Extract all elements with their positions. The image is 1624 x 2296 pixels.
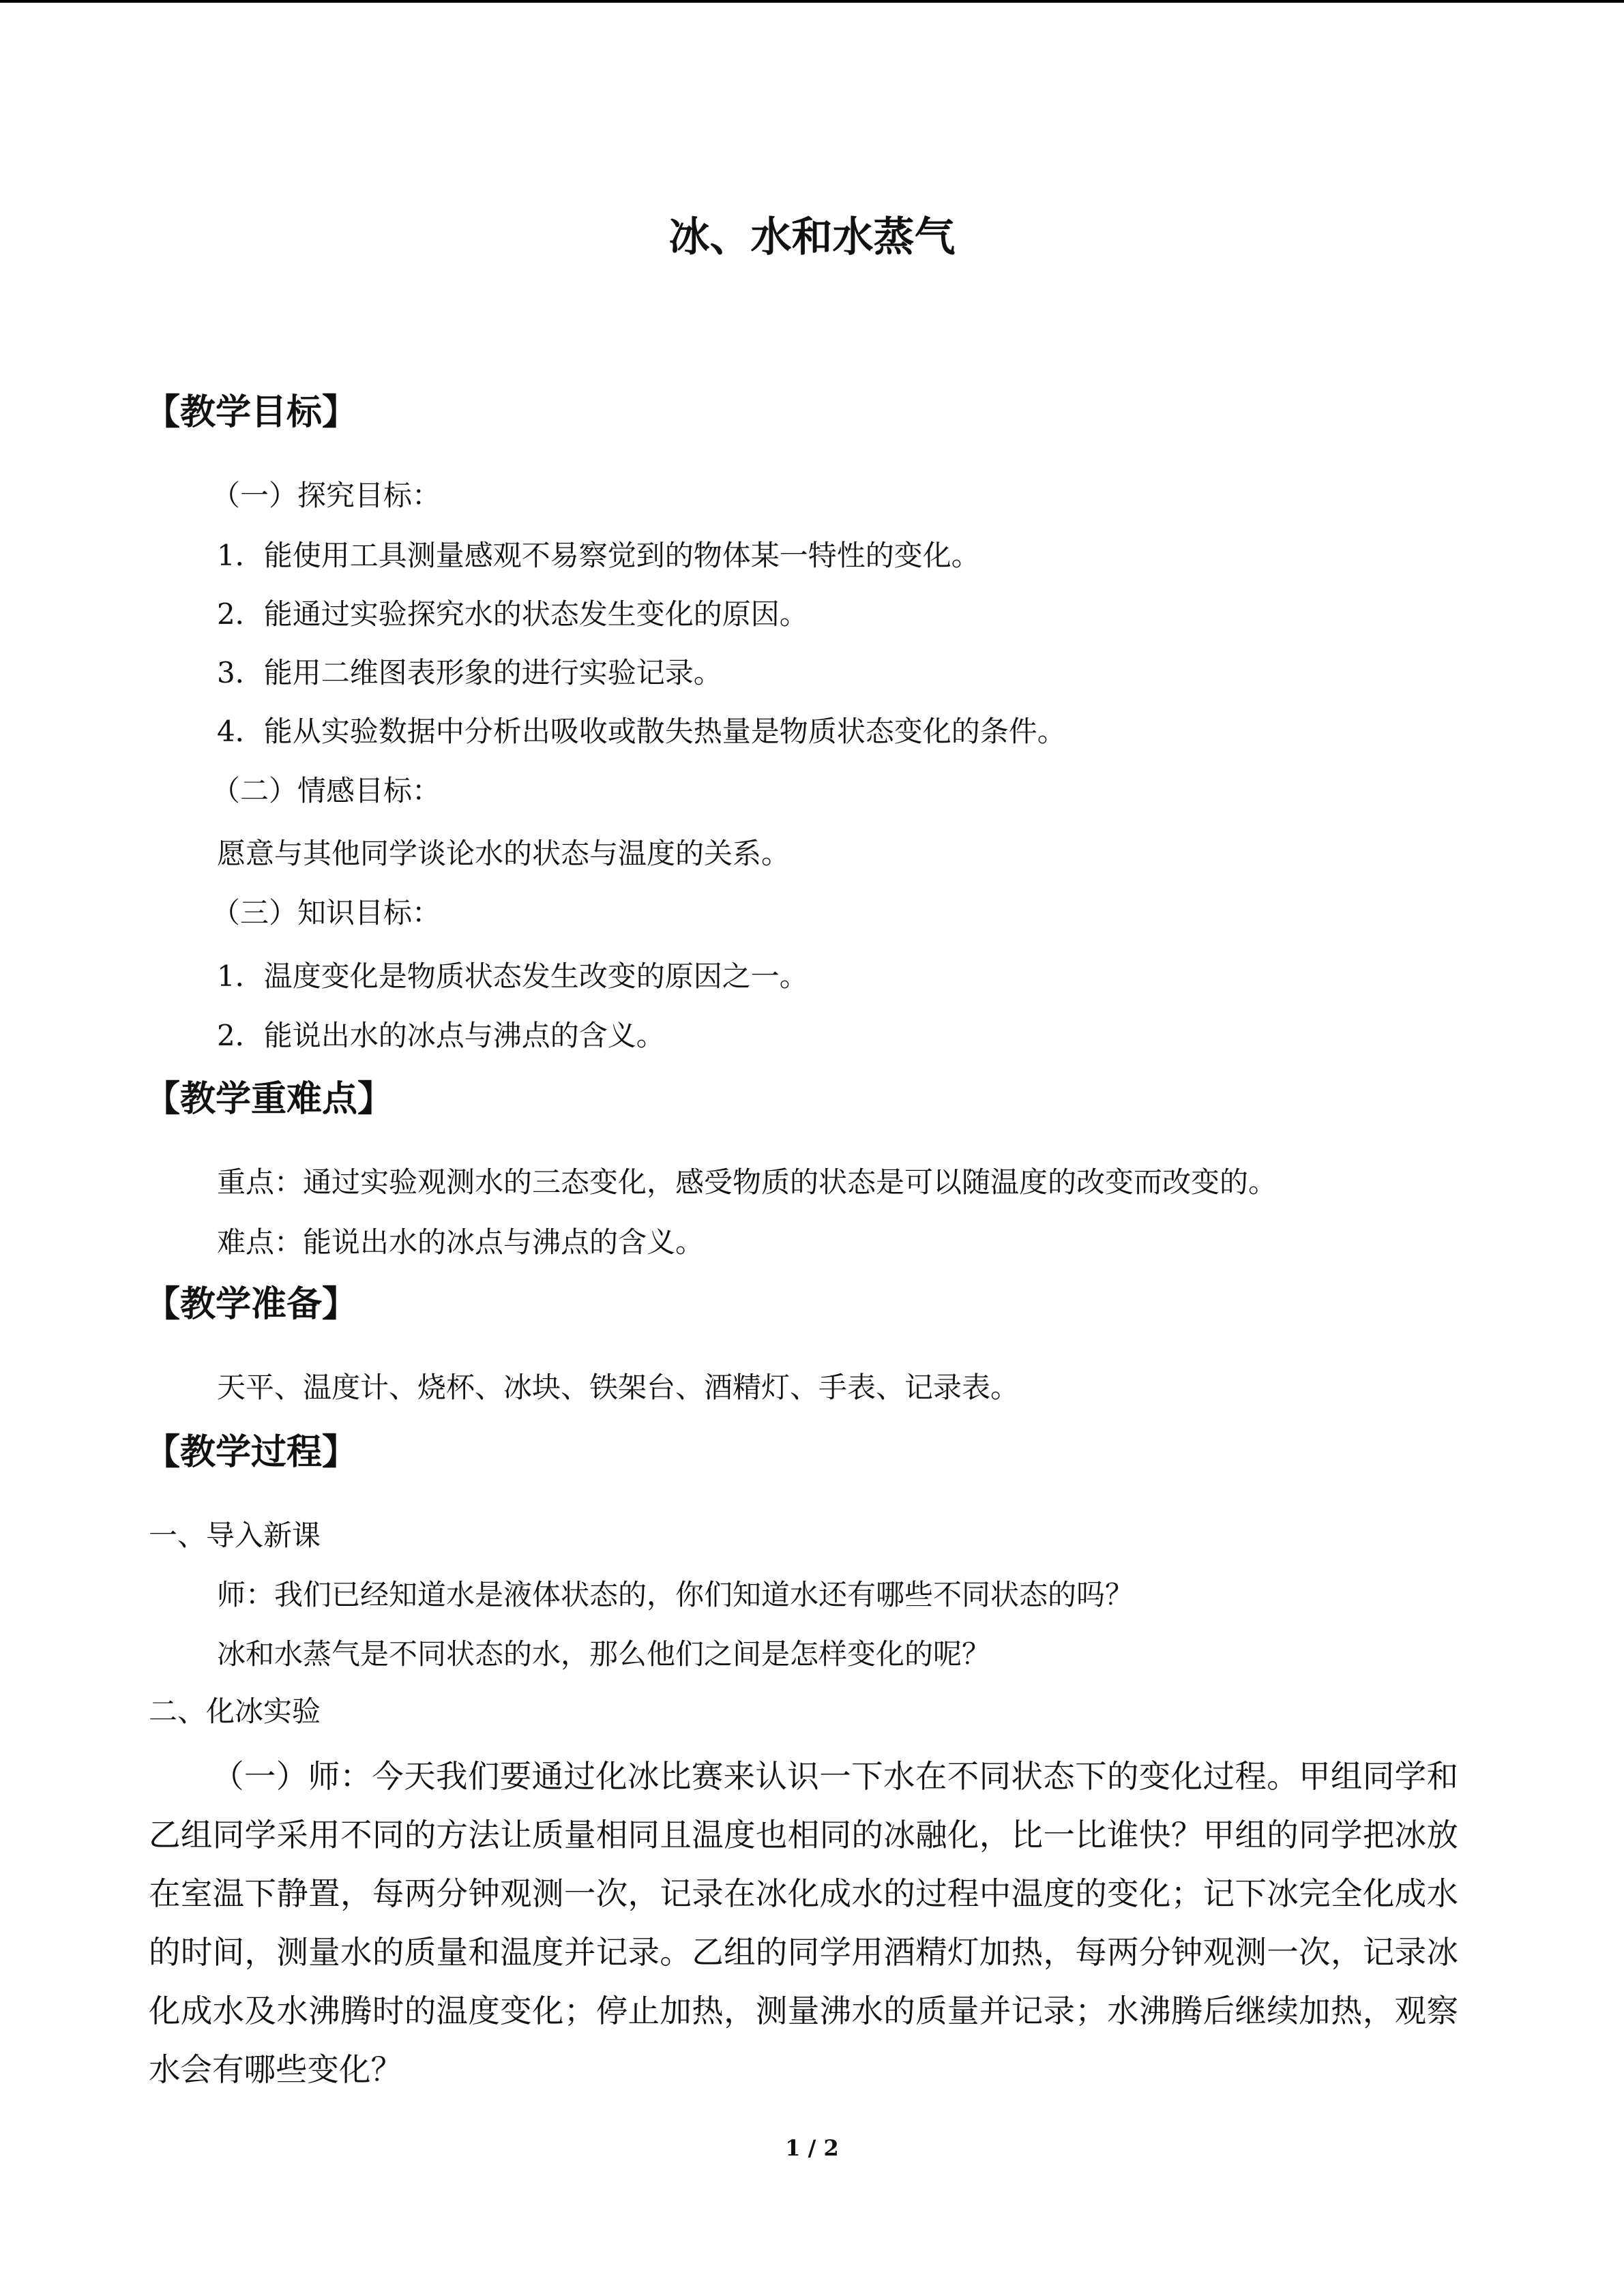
- heading-objectives: 【教学目标】: [145, 392, 358, 433]
- key-point-focus: 重点：通过实验观测水的三态变化，感受物质的状态是可以随温度的改变而改变的。: [217, 1165, 1278, 1199]
- subheading-knowledge-objectives: （三）知识目标：: [211, 896, 441, 929]
- heading-preparation: 【教学准备】: [145, 1284, 358, 1325]
- subheading-inquiry-objectives: （一）探究目标：: [211, 479, 441, 512]
- page-title: 冰、水和水蒸气: [668, 213, 956, 261]
- heading-key-points: 【教学重难点】: [145, 1079, 394, 1120]
- objective-item-4: 4．能从实验数据中分析出吸收或散失热量是物质状态变化的条件。: [217, 715, 1066, 748]
- key-point-difficulty: 难点：能说出水的冰点与沸点的含义。: [217, 1225, 705, 1259]
- top-border-line: [0, 0, 1624, 3]
- process-step-2-paragraph: （一）师：今天我们要通过化冰比赛来认识一下水在不同状态下的变化过程。甲组同学和乙组同学采用不同的方法让质量相同且温度也相同的冰融化，比一比谁快？甲组的同学把冰放在室温下静置，每两分钟观测一次，记录在冰化成水的过程中温度的变化；记下冰完全化成水的时间，测量水的质量和温度并记录。乙组的同学用酒精灯加热，每两分钟观测一次，记录冰化成水及水沸腾时的温度变化；停止加热，测量沸水的质量并记录；水沸腾后继续加热，观察水会有哪些变化？: [149, 1758, 1458, 2088]
- knowledge-item-1: 1．温度变化是物质状态发生改变的原因之一。: [217, 959, 808, 993]
- process-step-2: 二、化冰实验: [149, 1695, 321, 1728]
- page-number: 1 / 2: [785, 2135, 839, 2161]
- objective-item-3: 3．能用二维图表形象的进行实验记录。: [217, 656, 722, 689]
- objective-item-1: 1．能使用工具测量感观不易察觉到的物体某一特性的变化。: [217, 539, 980, 572]
- heading-process: 【教学过程】: [145, 1432, 358, 1473]
- knowledge-item-2: 2．能说出水的冰点与沸点的含义。: [217, 1019, 665, 1052]
- preparation-text: 天平、温度计、烧杯、冰块、铁架台、酒精灯、手表、记录表。: [217, 1371, 1020, 1404]
- objective-item-2: 2．能通过实验探究水的状态发生变化的原因。: [217, 597, 808, 631]
- subheading-emotional-objectives: （二）情感目标：: [211, 774, 441, 807]
- process-step-1-line-1: 师：我们已经知道水是液体状态的，你们知道水还有哪些不同状态的吗？: [217, 1578, 1134, 1611]
- process-step-1: 一、导入新课: [149, 1519, 321, 1552]
- process-step-1-line-2: 冰和水蒸气是不同状态的水，那么他们之间是怎样变化的呢？: [217, 1637, 991, 1671]
- emotional-objective-text: 愿意与其他同学谈论水的状态与温度的关系。: [217, 837, 791, 870]
